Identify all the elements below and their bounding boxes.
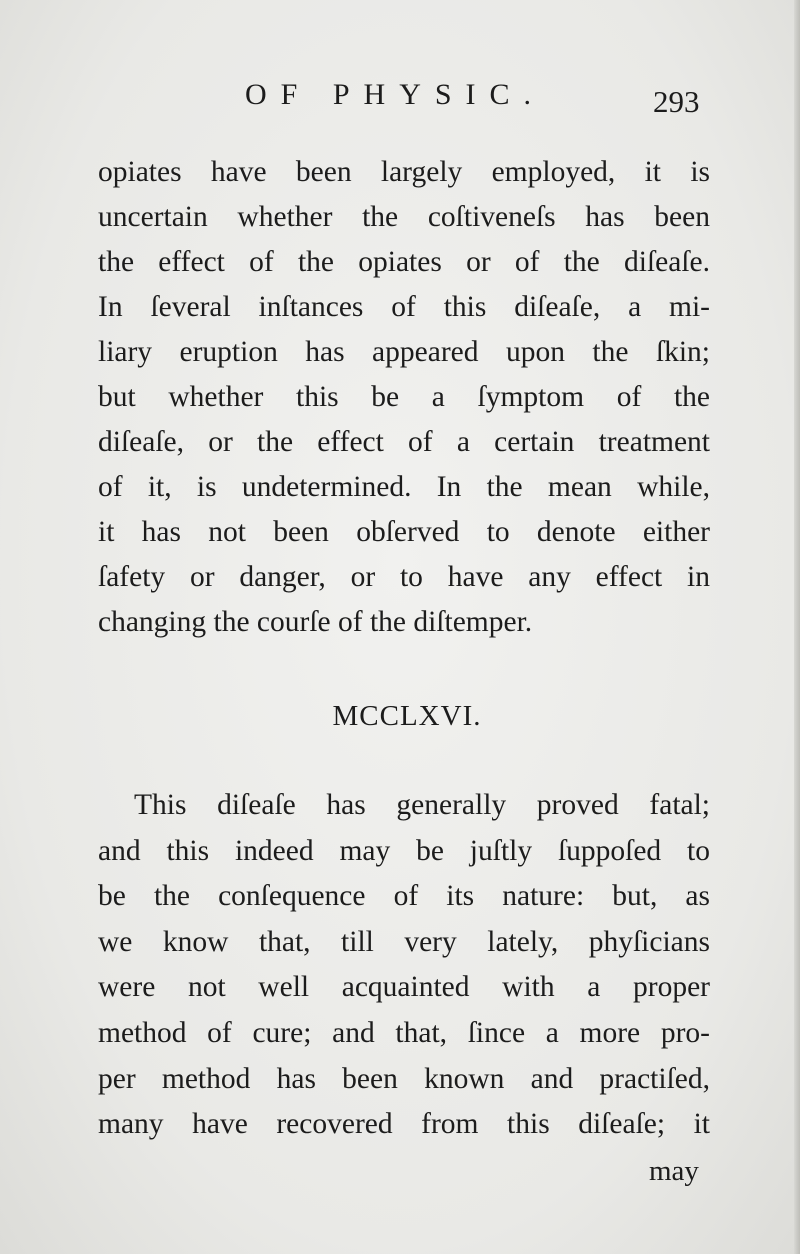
text-line: many have recovered from this diſeaſe; it [98,1108,710,1141]
text-line: ſafety or danger, or to have any effect in [98,561,710,593]
text-line: method of cure; and that, ſince a more pro- [98,1016,710,1049]
text-line: In ſeveral inſtances of this diſeaſe, a mi- [98,291,710,323]
text-line: were not well acquainted with a proper [98,971,710,1004]
text-line: of it, is undetermined. In the mean while, [98,471,710,503]
page-number: 293 [653,84,700,119]
text-line: opiates have been largely employed, it is [98,156,710,188]
text-line: but whether this be a ſymptom of the [98,381,710,413]
running-head [0,78,800,128]
page-edge-shadow [794,0,800,1254]
text-line: diſeaſe, or the effect of a certain treatment [98,426,710,458]
text-line: the effect of the opiates or of the diſeaſe. [98,246,710,278]
section-heading: MCCLXVI. [332,700,482,732]
text-line: liary eruption has appeared upon the ſkin; [98,336,710,368]
text-line: it has not been obſerved to denote either [98,516,710,548]
paragraph-continued [98,150,710,645]
text-line: and this indeed may be juſtly ſuppoſed to [98,834,710,867]
text-line: uncertain whether the coſtiveneſs has been [98,201,710,233]
text-line: This diſeaſe has generally proved fatal; [134,789,710,821]
text-line: we know that, till very lately, phyſicians [98,925,710,958]
text-line: be the conſequence of its nature: but, as [98,880,710,913]
catchword: may [649,1155,699,1187]
text-line: per method has been known and practiſed, [98,1062,710,1095]
paragraph-section [98,783,710,1148]
text-line: changing the courſe of the diſtemper. [98,606,533,638]
running-head-title: OF PHYSIC. [245,78,546,111]
